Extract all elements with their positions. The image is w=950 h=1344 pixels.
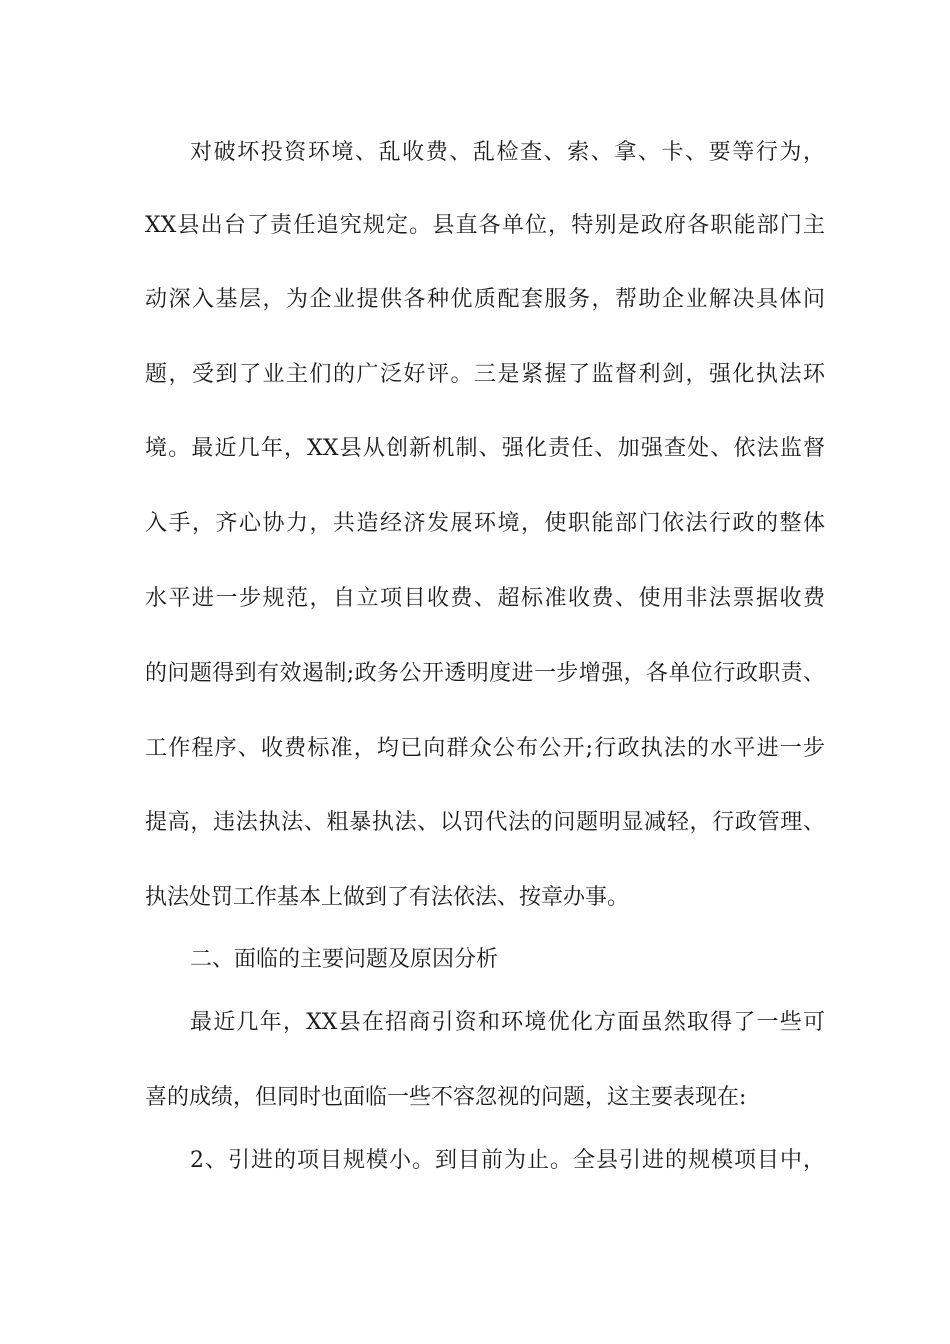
paragraph-line: 执法处罚工作基本上做到了有法依法、按章办事。 [145, 885, 630, 910]
paragraph-line: 水平进一步规范，自立项目收费、超标准收费、使用非法票据收费 [145, 586, 825, 611]
paragraph-line: 最近几年，XX县在招商引资和环境优化方面虽然取得了一些可 [190, 1010, 825, 1035]
paragraph-line: 工作程序、收费标准，均已向群众公布公开;行政执法的水平进一步 [145, 736, 825, 761]
paragraph-line: 题，受到了业主们的广泛好评。三是紧握了监督利剑，强化执法环 [145, 362, 825, 387]
section-heading: 二、面临的主要问题及原因分析 [190, 947, 499, 972]
paragraph-line: 提高，违法执法、粗暴执法、以罚代法的问题明显减轻，行政管理、 [145, 810, 825, 835]
list-item-line: 2、引进的项目规模小。到目前为止。全县引进的规模项目中， [190, 1148, 825, 1173]
paragraph-line: 喜的成绩，但同时也面临一些不容忽视的问题，这主要表现在: [145, 1085, 747, 1110]
paragraph-line: 入手，齐心协力，共造经济发展环境，使职能部门依法行政的整体 [145, 511, 825, 536]
paragraph-line: XX县出台了责任追究规定。县直各单位，特别是政府各职能部门主 [145, 213, 825, 238]
paragraph-line: 对破坏投资环境、乱收费、乱检查、索、拿、卡、要等行为， [190, 140, 825, 165]
paragraph-line: 的问题得到有效遏制;政务公开透明度进一步增强，各单位行政职责、 [145, 661, 825, 686]
paragraph-line: 境。最近几年，XX县从创新机制、强化责任、加强查处、依法监督 [145, 436, 825, 461]
paragraph-line: 动深入基层，为企业提供各种优质配套服务，帮助企业解决具体问 [145, 287, 825, 312]
